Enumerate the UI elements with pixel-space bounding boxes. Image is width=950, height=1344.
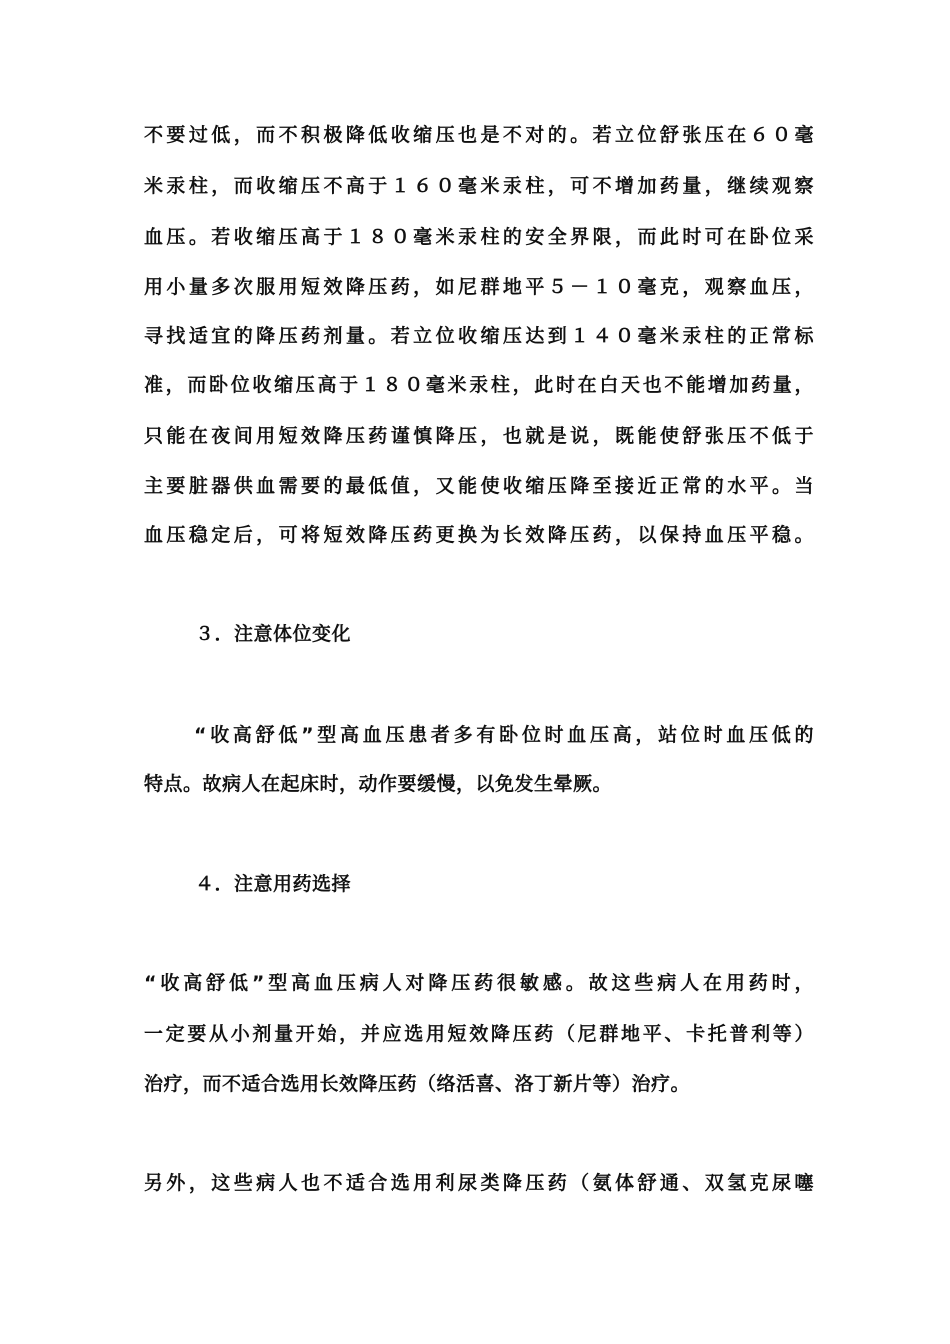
paragraph-line: 血压稳定后，可将短效降压药更换为长效降压药，以保持血压平稳。 — [144, 524, 814, 546]
paragraph-line: 用小量多次服用短效降压药，如尼群地平５－１０毫克，观察血压， — [144, 276, 814, 298]
paragraph-line: 特点。故病人在起床时，动作要缓慢，以免发生晕厥。 — [144, 773, 613, 795]
paragraph-line: 治疗，而不适合选用长效降压药（络活喜、洛丁新片等）治疗。 — [144, 1073, 691, 1095]
paragraph-line: 不要过低，而不积极降低收缩压也是不对的。若立位舒张压在６０毫 — [144, 124, 814, 146]
paragraph-line: 血压。若收缩压高于１８０毫米汞柱的安全界限，而此时可在卧位采 — [144, 226, 814, 248]
paragraph-line: 寻找适宜的降压药剂量。若立位收缩压达到１４０毫米汞柱的正常标 — [144, 325, 814, 347]
section-heading-3: ３．注意体位变化 — [195, 623, 352, 645]
paragraph-line: 另外，这些病人也不适合选用利尿类降压药（氨体舒通、双氢克尿噻 — [144, 1172, 814, 1194]
paragraph-line: 准，而卧位收缩压高于１８０毫米汞柱，此时在白天也不能增加药量， — [144, 374, 814, 396]
section-heading-4: ４．注意用药选择 — [195, 873, 352, 895]
paragraph-line: 主要脏器供血需要的最低值，又能使收缩压降至接近正常的水平。当 — [144, 475, 814, 497]
paragraph-line: 米汞柱，而收缩压不高于１６０毫米汞柱，可不增加药量，继续观察 — [144, 175, 814, 197]
paragraph-line: “收高舒低”型高血压病人对降压药很敏感。故这些病人在用药时， — [144, 972, 814, 994]
paragraph-line: 一定要从小剂量开始，并应选用短效降压药（尼群地平、卡托普利等） — [144, 1023, 814, 1045]
paragraph-line: “收高舒低”型高血压患者多有卧位时血压高，站位时血压低的 — [194, 724, 814, 746]
paragraph-line: 只能在夜间用短效降压药谨慎降压，也就是说，既能使舒张压不低于 — [144, 425, 814, 447]
